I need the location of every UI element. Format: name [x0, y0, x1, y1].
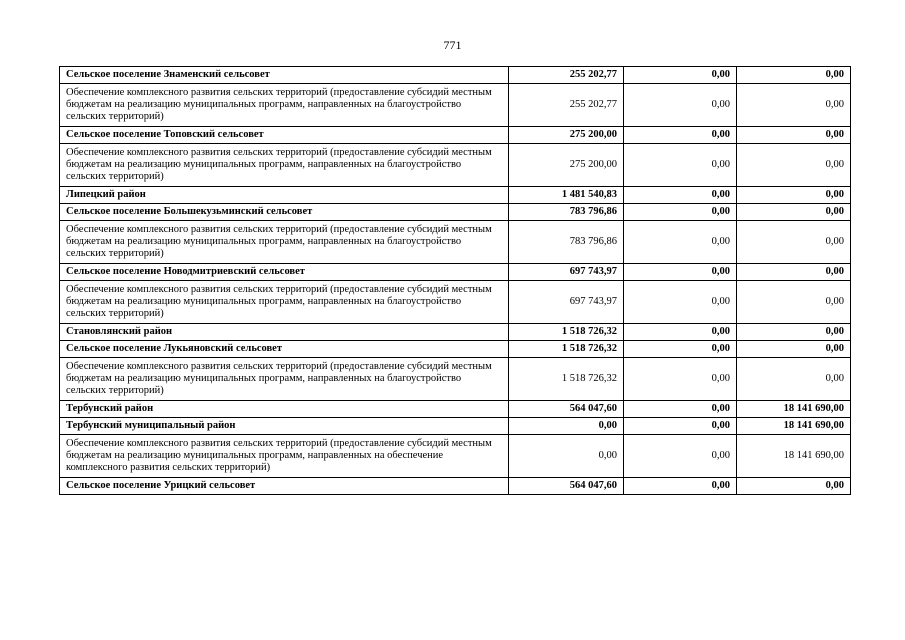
row-name-cell: Обеспечение комплексного развития сельских территорий (предоставление субсидий местным бюджетам на реализацию муниципальных программ, направленных на благоустройство сельских территорий) [60, 144, 509, 187]
row-name-cell: Тербунский район [60, 401, 509, 418]
row-value-1-cell: 275 200,00 [509, 127, 624, 144]
row-value-3-cell: 0,00 [737, 264, 851, 281]
row-name-cell: Сельское поселение Новодмитриевский сельсовет [60, 264, 509, 281]
row-value-1-cell: 783 796,86 [509, 221, 624, 264]
table-row-heading [60, 341, 851, 358]
table-row-heading [60, 187, 851, 204]
row-value-2-cell: 0,00 [624, 324, 737, 341]
row-value-3-cell: 0,00 [737, 341, 851, 358]
row-value-2-cell: 0,00 [624, 341, 737, 358]
budget-table [59, 66, 851, 495]
row-value-2-cell: 0,00 [624, 221, 737, 264]
row-name-cell: Обеспечение комплексного развития сельских территорий (предоставление субсидий местным бюджетам на реализацию муниципальных программ, направленных на благоустройство сельских территорий) [60, 281, 509, 324]
row-value-3-cell: 18 141 690,00 [737, 401, 851, 418]
row-name-cell: Сельское поселение Знаменский сельсовет [60, 67, 509, 84]
row-name-cell: Тербунский муниципальный район [60, 418, 509, 435]
row-value-2-cell: 0,00 [624, 84, 737, 127]
table-row-description [60, 358, 851, 401]
row-value-3-cell: 0,00 [737, 144, 851, 187]
row-value-1-cell: 1 518 726,32 [509, 358, 624, 401]
table-row-heading [60, 264, 851, 281]
table-row-description [60, 84, 851, 127]
row-value-3-cell: 0,00 [737, 281, 851, 324]
table-row-description [60, 281, 851, 324]
row-value-3-cell: 0,00 [737, 358, 851, 401]
table-row-description [60, 221, 851, 264]
row-value-1-cell: 564 047,60 [509, 401, 624, 418]
row-value-2-cell: 0,00 [624, 127, 737, 144]
row-value-2-cell: 0,00 [624, 67, 737, 84]
row-value-2-cell: 0,00 [624, 418, 737, 435]
row-value-2-cell: 0,00 [624, 478, 737, 495]
table-row-heading [60, 401, 851, 418]
row-value-3-cell: 18 141 690,00 [737, 418, 851, 435]
row-value-2-cell: 0,00 [624, 358, 737, 401]
row-value-2-cell: 0,00 [624, 435, 737, 478]
row-value-3-cell: 0,00 [737, 84, 851, 127]
row-value-1-cell: 697 743,97 [509, 264, 624, 281]
row-value-1-cell: 255 202,77 [509, 67, 624, 84]
row-value-1-cell: 1 518 726,32 [509, 341, 624, 358]
row-value-2-cell: 0,00 [624, 144, 737, 187]
row-name-cell: Обеспечение комплексного развития сельских территорий (предоставление субсидий местным бюджетам на реализацию муниципальных программ, направленных на обеспечение комплексного развития сельских территорий) [60, 435, 509, 478]
table-row-description [60, 144, 851, 187]
row-value-3-cell: 0,00 [737, 221, 851, 264]
row-value-3-cell: 0,00 [737, 324, 851, 341]
row-name-cell: Сельское поселение Урицкий сельсовет [60, 478, 509, 495]
table-row-heading [60, 204, 851, 221]
row-value-1-cell: 0,00 [509, 418, 624, 435]
row-name-cell: Сельское поселение Лукьяновский сельсовет [60, 341, 509, 358]
row-name-cell: Сельское поселение Большекузьминский сельсовет [60, 204, 509, 221]
row-value-1-cell: 1 518 726,32 [509, 324, 624, 341]
row-name-cell: Сельское поселение Топовский сельсовет [60, 127, 509, 144]
row-value-1-cell: 783 796,86 [509, 204, 624, 221]
table-row-heading [60, 127, 851, 144]
row-value-3-cell: 0,00 [737, 478, 851, 495]
row-value-1-cell: 255 202,77 [509, 84, 624, 127]
row-value-3-cell: 18 141 690,00 [737, 435, 851, 478]
row-value-1-cell: 275 200,00 [509, 144, 624, 187]
row-value-1-cell: 1 481 540,83 [509, 187, 624, 204]
row-value-1-cell: 0,00 [509, 435, 624, 478]
row-value-1-cell: 564 047,60 [509, 478, 624, 495]
row-value-2-cell: 0,00 [624, 204, 737, 221]
row-value-2-cell: 0,00 [624, 187, 737, 204]
budget-table-body [60, 67, 851, 495]
row-value-3-cell: 0,00 [737, 187, 851, 204]
row-name-cell: Становлянский район [60, 324, 509, 341]
row-name-cell: Липецкий район [60, 187, 509, 204]
table-row-description [60, 435, 851, 478]
row-value-2-cell: 0,00 [624, 281, 737, 324]
table-row-heading [60, 324, 851, 341]
row-name-cell: Обеспечение комплексного развития сельских территорий (предоставление субсидий местным бюджетам на реализацию муниципальных программ, направленных на благоустройство сельских территорий) [60, 221, 509, 264]
table-row-heading [60, 478, 851, 495]
row-value-1-cell: 697 743,97 [509, 281, 624, 324]
table-row-heading [60, 67, 851, 84]
table-row-heading [60, 418, 851, 435]
row-name-cell: Обеспечение комплексного развития сельских территорий (предоставление субсидий местным бюджетам на реализацию муниципальных программ, направленных на благоустройство сельских территорий) [60, 358, 509, 401]
row-value-2-cell: 0,00 [624, 401, 737, 418]
row-value-3-cell: 0,00 [737, 67, 851, 84]
row-name-cell: Обеспечение комплексного развития сельских территорий (предоставление субсидий местным бюджетам на реализацию муниципальных программ, направленных на благоустройство сельских территорий) [60, 84, 509, 127]
row-value-2-cell: 0,00 [624, 264, 737, 281]
row-value-3-cell: 0,00 [737, 127, 851, 144]
page-number: 771 [443, 38, 462, 52]
row-value-3-cell: 0,00 [737, 204, 851, 221]
